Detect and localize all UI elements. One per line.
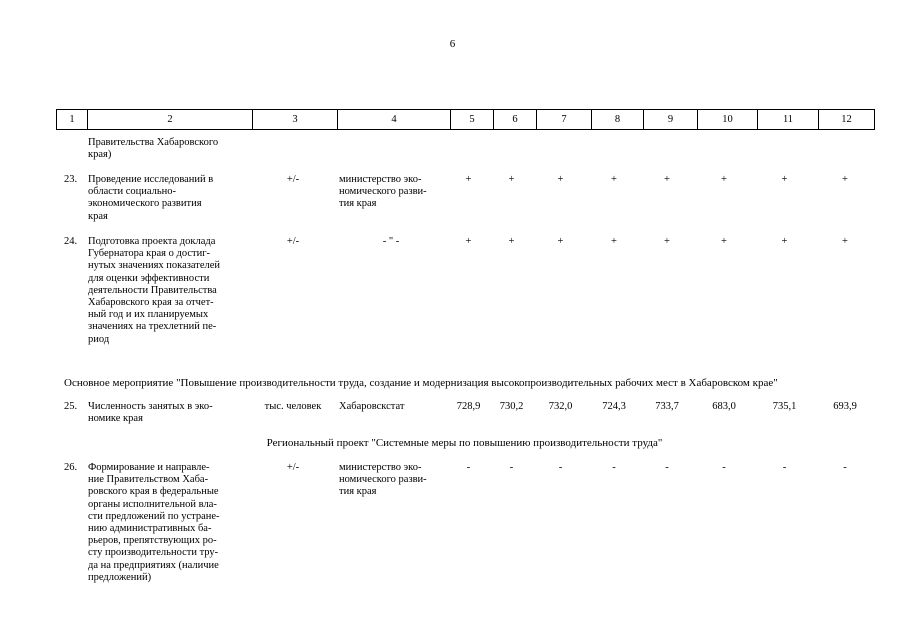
row-value-8: + bbox=[611, 174, 617, 185]
row-value-5: + bbox=[465, 174, 472, 185]
row-value-12: 693,9 bbox=[833, 401, 857, 412]
row-value-7: + bbox=[557, 236, 564, 247]
column-number-5: 5 bbox=[451, 110, 494, 130]
column-number-12: 12 bbox=[819, 110, 875, 130]
page-number: 6 bbox=[449, 38, 456, 50]
row-value-7: 732,0 bbox=[548, 401, 573, 412]
row-value-6: - bbox=[509, 462, 514, 473]
row-value-8: - bbox=[612, 462, 616, 473]
row-value-10: - bbox=[722, 462, 726, 473]
row-value-10: + bbox=[721, 174, 727, 185]
row-number: 25. bbox=[64, 401, 78, 412]
row-value-11: + bbox=[781, 236, 788, 247]
row-value-10: + bbox=[721, 236, 727, 247]
row-value-5: - bbox=[466, 462, 471, 473]
row-value-7: + bbox=[557, 174, 564, 185]
continuation-text: Правительства Хабаровского края) bbox=[88, 137, 219, 161]
row-value-12: - bbox=[843, 462, 847, 473]
column-number-10: 10 bbox=[698, 110, 758, 130]
row-value-12: + bbox=[842, 236, 848, 247]
row-value-9: + bbox=[664, 236, 670, 247]
row-value-11: - bbox=[782, 462, 787, 473]
row-value-11: + bbox=[781, 174, 788, 185]
row-number: 24. bbox=[64, 236, 78, 247]
row-value-11: 735,1 bbox=[772, 401, 797, 412]
row-unit: тыс. человек bbox=[264, 401, 322, 412]
column-number-row bbox=[57, 110, 875, 130]
row-source: Хабаровскстат bbox=[339, 401, 405, 412]
row-value-9: - bbox=[665, 462, 669, 473]
header-row-table bbox=[56, 109, 875, 130]
row-unit: +/- bbox=[286, 174, 300, 185]
row-value-8: + bbox=[611, 236, 617, 247]
row-name: Проведение исследований в области социально- экономического развития края bbox=[88, 174, 214, 222]
row-value-9: 733,7 bbox=[655, 401, 679, 412]
column-number-4: 4 bbox=[338, 110, 451, 130]
column-number-3: 3 bbox=[253, 110, 338, 130]
row-value-5: + bbox=[465, 236, 472, 247]
row-value-5: 728,9 bbox=[456, 401, 481, 412]
column-number-7: 7 bbox=[537, 110, 592, 130]
row-value-7: - bbox=[558, 462, 563, 473]
row-name: Формирование и направле- ние Правительством Хаба- ровского края в федеральные органы исполнительной вла- сти предложений по устране- нию административных ба- рьеров, препятствующих ро- сту производительности тру- да на предприятиях (наличие предложений) bbox=[88, 462, 220, 583]
column-number-11: 11 bbox=[758, 110, 819, 130]
row-value-6: 730,2 bbox=[499, 401, 524, 412]
column-number-9: 9 bbox=[644, 110, 698, 130]
row-value-8: 724,3 bbox=[602, 401, 626, 412]
main-event-heading: Основное мероприятие "Повышение производительности труда, создание и модернизация высокопроизводительных рабочих мест в Хабаровском крае" bbox=[64, 377, 778, 389]
row-value-10: 683,0 bbox=[712, 401, 736, 412]
row-unit: +/- bbox=[286, 462, 300, 473]
row-value-6: + bbox=[508, 174, 515, 185]
row-source: - " - bbox=[382, 236, 400, 247]
column-number-6: 6 bbox=[494, 110, 537, 130]
regional-project-heading: Региональный проект "Системные меры по повышению производительности труда" bbox=[266, 437, 663, 449]
row-value-12: + bbox=[842, 174, 848, 185]
row-value-6: + bbox=[508, 236, 515, 247]
row-unit: +/- bbox=[286, 236, 300, 247]
column-number-1: 1 bbox=[57, 110, 88, 130]
row-value-9: + bbox=[664, 174, 670, 185]
row-source: министерство эко- номического разви- тия края bbox=[339, 462, 427, 498]
row-source: министерство эко- номического разви- тия края bbox=[339, 174, 427, 210]
column-number-2: 2 bbox=[88, 110, 253, 130]
row-name: Подготовка проекта доклада Губернатора края о достиг- нутых значениях показателей для оценки эффективности деятельности Правительства Хабаровского края за отчет- ный год и их планируемых значениях на трехлетний пе- риод bbox=[88, 236, 221, 345]
column-number-8: 8 bbox=[592, 110, 644, 130]
row-number: 23. bbox=[64, 174, 78, 185]
row-name: Численность занятых в эко- номике края bbox=[88, 401, 213, 425]
row-number: 26. bbox=[64, 462, 78, 473]
